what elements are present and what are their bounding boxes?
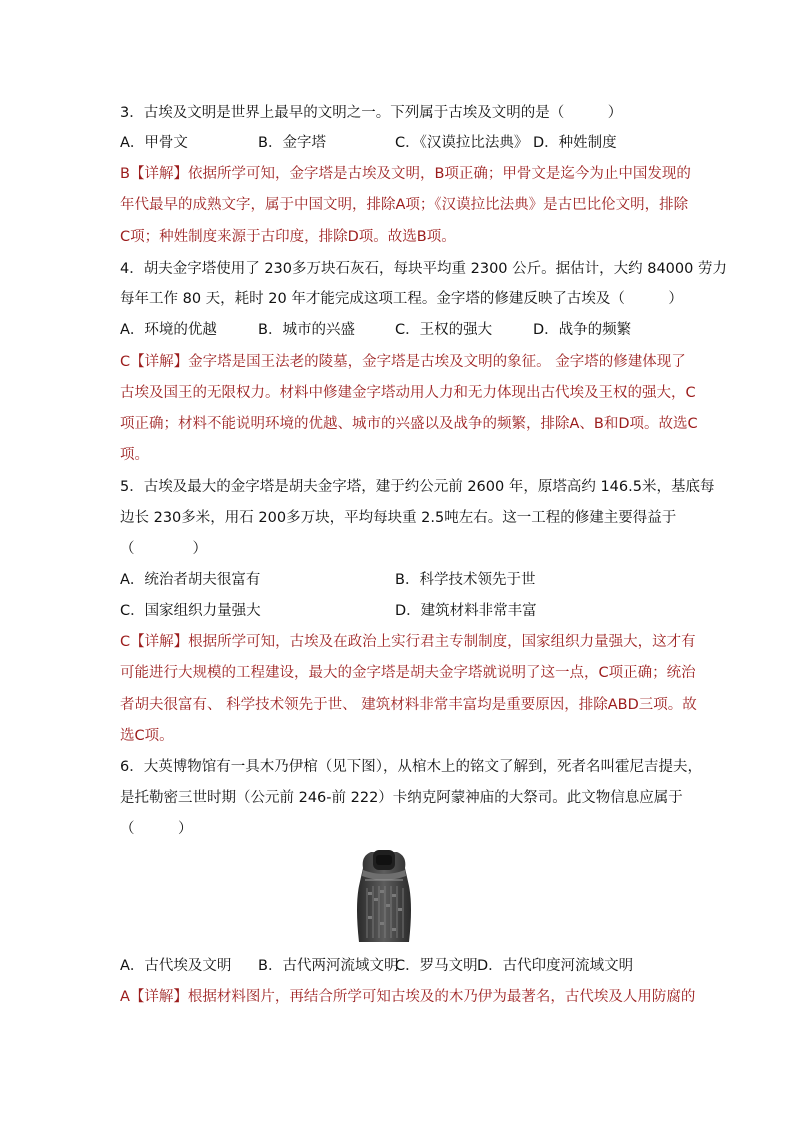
q5-explanation-line-4: 选C项。 bbox=[120, 728, 174, 744]
q4-explanation-line-2: 古埃及国王的无限权力。材料中修建金字塔动用人力和无力体现出古代埃及王权的强大，C bbox=[120, 385, 696, 401]
q6-option-c: C．罗马文明 bbox=[395, 958, 478, 974]
q4-option-d: D．战争的频繁 bbox=[533, 322, 632, 338]
q4-explanation-line-3: 项正确；材料不能说明环境的优越、城市的兴盛以及战争的频繁，排除A、B和D项。故选C bbox=[120, 416, 698, 432]
q3-explanation-line-3: C项；种姓制度来源于古印度，排除D项。故选B项。 bbox=[120, 229, 456, 245]
question-4-stem-line-2: 每年工作 80 天，耗时 20 年才能完成这项工程。金字塔的修建反映了古埃及（ ） bbox=[120, 291, 683, 307]
question-5-options-row-2 bbox=[120, 601, 680, 621]
q4-option-b: B．城市的兴盛 bbox=[258, 322, 355, 338]
question-5-stem-line-2: 边长 230多米，用石 200多万块，平均每块重 2.5吨左右。这一工程的修建主要得益于 bbox=[120, 510, 677, 526]
question-6-options bbox=[120, 956, 680, 976]
q3-explanation-line-1: B【详解】依据所学可知，金字塔是古埃及文明，B项正确；甲骨文是迄今为止中国发现的 bbox=[120, 166, 691, 182]
question-5-stem-line-3: （ ） bbox=[120, 541, 207, 557]
q5-explanation-line-2: 可能进行大规模的工程建设，最大的金字塔是胡夫金字塔就说明了这一点，C项正确；统治 bbox=[120, 665, 696, 681]
q3-option-d: D．种姓制度 bbox=[533, 135, 617, 151]
question-6-stem-line-3: （ ） bbox=[120, 821, 193, 837]
q5-option-c: C．国家组织力量强大 bbox=[120, 603, 261, 619]
q3-option-c: C．《汉谟拉比法典》 bbox=[395, 135, 529, 151]
q6-option-d: D．古代印度河流域文明 bbox=[477, 958, 634, 974]
question-4-options bbox=[120, 320, 680, 340]
q3-explanation-line-2: 年代最早的成熟文字，属于中国文明，排除A项；《汉谟拉比法典》是古巴比伦文明，排除 bbox=[120, 197, 689, 213]
q3-option-a: A．甲骨文 bbox=[120, 135, 188, 151]
q4-explanation-line-1: C【详解】金字塔是国王法老的陵墓，金字塔是古埃及文明的象征。 金字塔的修建体现了 bbox=[120, 354, 686, 370]
q6-option-a: A．古代埃及文明 bbox=[120, 958, 232, 974]
q5-option-d: D．建筑材料非常丰富 bbox=[395, 603, 537, 619]
q5-explanation-line-3: 者胡夫很富有、 科学技术领先于世、 建筑材料非常丰富均是重要原因，排除ABD三项。故 bbox=[120, 697, 697, 713]
question-6-stem-line-2: 是托勒密三世时期（公元前 246-前 222）卡纳克阿蒙神庙的大祭司。此文物信息应属于 bbox=[120, 790, 683, 806]
question-3-stem: 3．古埃及文明是世界上最早的文明之一。下列属于古埃及文明的是（ ） bbox=[120, 105, 623, 121]
q4-explanation-line-4: 项。 bbox=[120, 447, 149, 463]
q5-option-a: A．统治者胡夫很富有 bbox=[120, 572, 261, 588]
q4-option-a: A．环境的优越 bbox=[120, 322, 217, 338]
mummy-coffin-image bbox=[349, 846, 419, 944]
q6-explanation-line-1: A【详解】根据材料图片，再结合所学可知古埃及的木乃伊为最著名，古代埃及人用防腐的 bbox=[120, 989, 696, 1005]
question-4-stem-line-1: 4．胡夫金字塔使用了 230多万块石灰石，每块平均重 2300 公斤。据估计，大约 84000 劳力 bbox=[120, 261, 727, 277]
q3-option-b: B．金字塔 bbox=[258, 135, 326, 151]
q5-option-b: B．科学技术领先于世 bbox=[395, 572, 536, 588]
question-5-options-row-1 bbox=[120, 570, 680, 590]
question-5-stem-line-1: 5．古埃及最大的金字塔是胡夫金字塔，建于约公元前 2600 年，原塔高约 146.5米，基底每 bbox=[120, 479, 715, 495]
q6-option-b: B．古代两河流域文明 bbox=[258, 958, 399, 974]
q4-option-c: C．王权的强大 bbox=[395, 322, 493, 338]
q5-explanation-line-1: C【详解】根据所学可知，古埃及在政治上实行君主专制制度，国家组织力量强大，这才有 bbox=[120, 634, 696, 650]
question-6-stem-line-1: 6．大英博物馆有一具木乃伊棺（见下图），从棺木上的铭文了解到，死者名叫霍尼吉提夫， bbox=[120, 759, 702, 775]
question-3-options bbox=[120, 133, 680, 153]
